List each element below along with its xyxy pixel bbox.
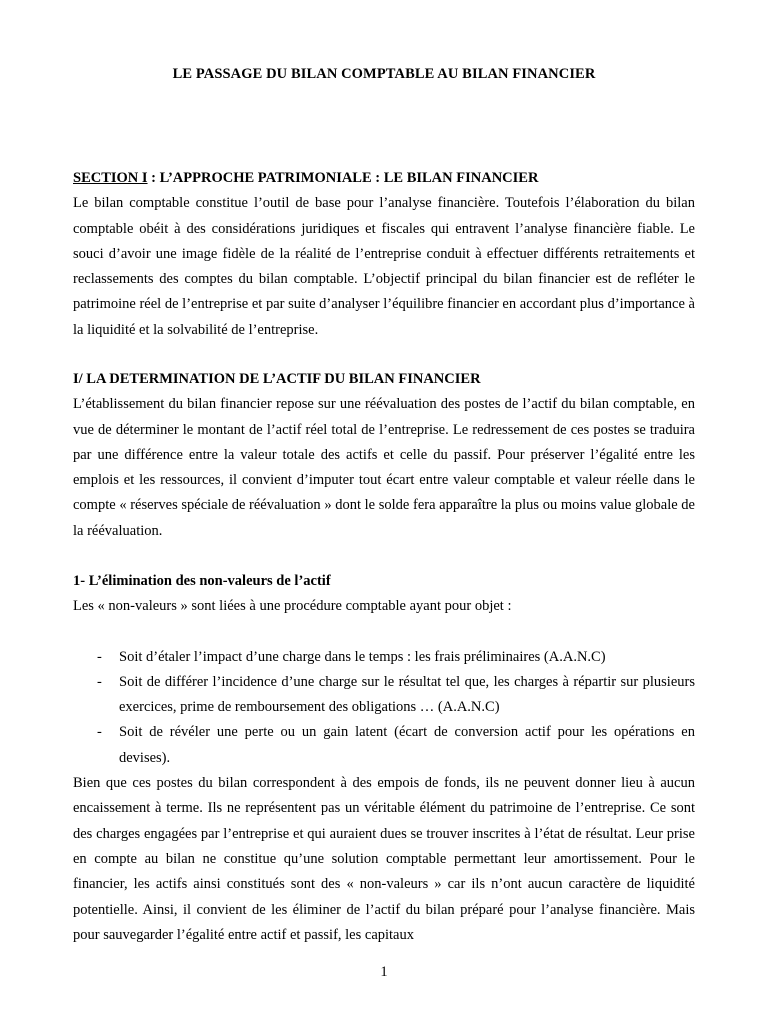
list-item-text: Soit d’étaler l’impact d’une charge dans le temps : les frais préliminaires (A.A.N.C) <box>119 648 606 665</box>
subsection-1-intro: Les « non-valeurs » sont liées à une procédure comptable ayant pour objet : <box>73 598 512 615</box>
bullet-list <box>73 645 695 771</box>
dash-bullet: - <box>97 673 102 690</box>
section-1 <box>73 166 695 343</box>
list-item <box>73 645 695 670</box>
part-1-paragraph: L’établissement du bilan financier repose sur une réévaluation des postes de l’actif du bilan comptable, en vue de déterminer le montant de l’actif réel total de l’entreprise. Le redressement de ces postes se traduira par une différence entre la valeur totale des actifs et celle du passif. Pour préserver l’égalité entre les emplois et les ressources, il convient d’imputer tout écart entre valeur comptable et valeur réelle dans le compte « réserves spéciale de réévaluation » dont le solde fera apparaître la plus ou moins value globale de la réévaluation. <box>73 396 695 539</box>
document-title: LE PASSAGE DU BILAN COMPTABLE AU BILAN FINANCIER <box>172 66 596 82</box>
list-item-text: Soit de révéler une perte ou un gain latent (écart de conversion actif pour les opérations en devises). <box>119 724 695 766</box>
part-1-heading: I/ LA DETERMINATION DE L’ACTIF DU BILAN FINANCIER <box>73 371 481 387</box>
part-1 <box>73 367 695 544</box>
list-item <box>73 720 695 771</box>
section-separator: : <box>147 170 160 186</box>
list-item <box>73 670 695 721</box>
dash-bullet: - <box>97 648 102 665</box>
subsection-1-paragraph: Bien que ces postes du bilan correspondent à des empois de fonds, ils ne peuvent donner lieu à aucun encaissement à terme. Ils ne représentent pas un véritable élément du patrimoine de l’entreprise. Ce sont des charges engagées par l’entreprise et qui auraient dues se trouver inscrites à l’état de résultat. Leur prise en compte au bilan ne constitue qu’une solution comptable permettant leur amortissement. Pour le financier, les actifs ainsi constitués sont des « non-valeurs » car ils n’ont aucun caractère de liquidité potentielle. Ainsi, il convient de les éliminer de l’actif du bilan préparé pour l’analyse financière. Mais pour sauvegarder l’égalité entre actif et passif, les capitaux <box>73 775 695 943</box>
subsection-1-heading: 1- L’élimination des non-valeurs de l’actif <box>73 573 331 589</box>
section-title: L’APPROCHE PATRIMONIALE : LE BILAN FINANCIER <box>159 170 539 186</box>
list-item-text: Soit de différer l’incidence d’une charge sur le résultat tel que, les charges à répartir sur plusieurs exercices, prime de remboursement des obligations … (A.A.N.C) <box>119 673 695 716</box>
section-paragraph: Le bilan comptable constitue l’outil de base pour l’analyse financière. Toutefois l’élaboration du bilan comptable obéit à des considérations juridiques et fiscales qui entravent l’analyse financière fiable. Le souci d’avoir une image fidèle de la réalité de l’entreprise conduit à effectuer différents retraitements et reclassements des comptes du bilan comptable. L’objectif principal du bilan financier est de refléter le patrimoine réel de l’entreprise et par suite d’analyser l’équilibre financier en accordant plus d’importance à la liquidité et la solvabilité de l’entreprise. <box>73 195 695 338</box>
blank-line <box>73 620 695 645</box>
dash-bullet: - <box>97 724 102 741</box>
section-label: SECTION I <box>73 170 148 186</box>
section-heading <box>73 166 695 191</box>
subsection-1 <box>73 569 695 948</box>
page-number: 1 <box>380 964 388 980</box>
